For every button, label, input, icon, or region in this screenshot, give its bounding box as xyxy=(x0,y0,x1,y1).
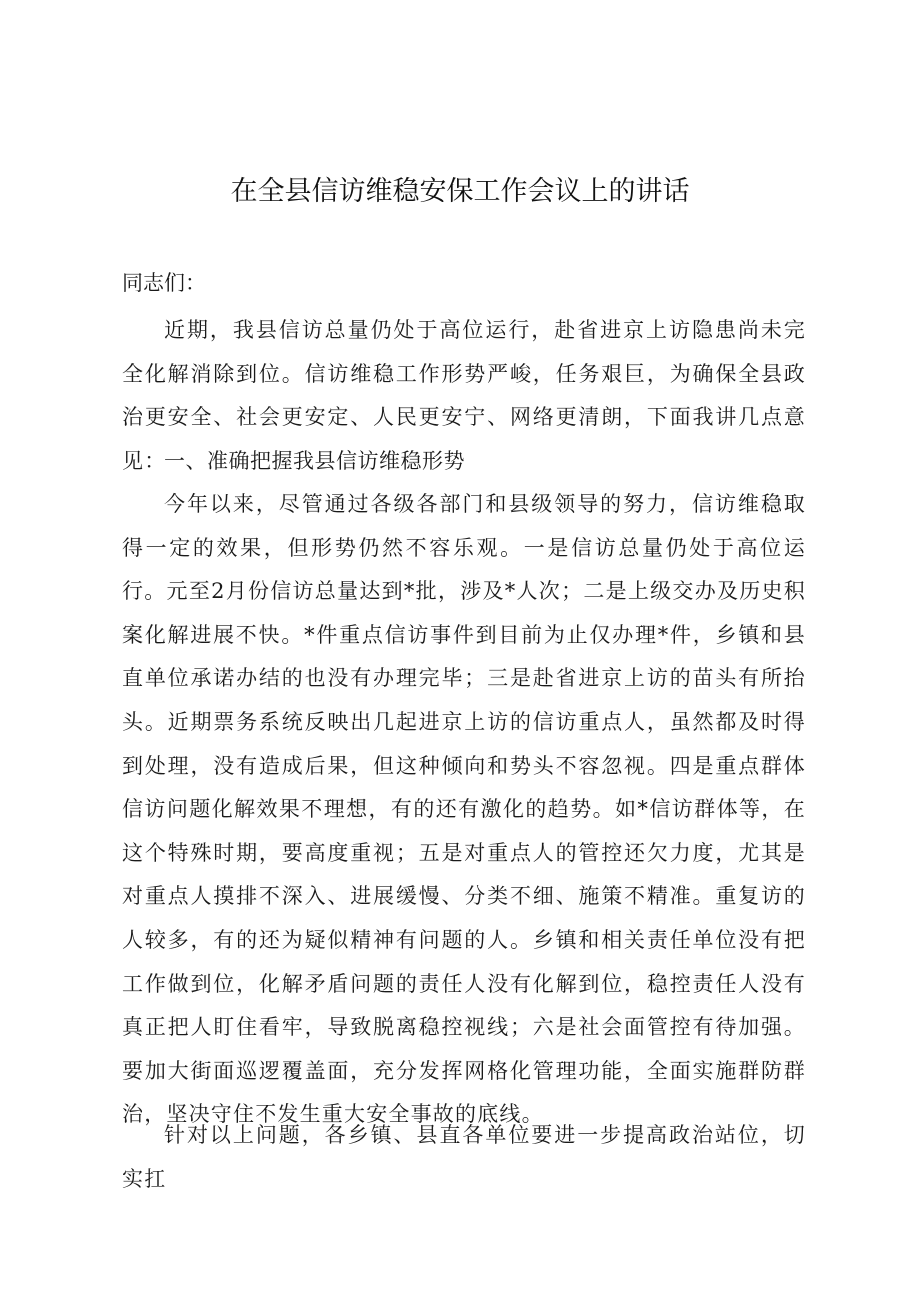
section-body-paragraph: 今年以来，尽管通过各级各部门和县级领导的努力，信访维稳取得一定的效果，但形势仍然不容乐观。一是信访总量仍处于高位运行。元至2月份信访总量达到*批，涉及*人次；二是上级交办及历史积案化解进展不快。*件重点信访事件到目前为止仅办理*件，乡镇和县直单位承诺办结的也没有办理完毕；三是赴省进京上访的苗头有所抬头。近期票务系统反映出几起进京上访的信访重点人，虽然都及时得到处理，没有造成后果，但这种倾向和势头不容忽视。四是重点群体信访问题化解效果不理想，有的还有激化的趋势。如*信访群体等，在这个特殊时期，要高度重视；五是对重点人的管控还欠力度，尤其是对重点人摸排不深入、进展缓慢、分类不细、施策不精准。重复访的人较多，有的还为疑似精神有问题的人。乡镇和相关责任单位没有把工作做到位，化解矛盾问题的责任人没有化解到位，稳控责任人没有真正把人盯住看牢，导致脱离稳控视线；六是社会面管控有待加强。要加大街面巡逻覆盖面，充分发挥网格化管理功能，全面实施群防群治，坚决守住不发生重大安全事故的底线。 xyxy=(122,492,806,1127)
document-title: 在全县信访维稳安保工作会议上的讲话 xyxy=(230,176,690,207)
salutation: 同志们： xyxy=(122,271,206,295)
section-heading: 一、准确把握我县信访维稳形势 xyxy=(164,449,465,473)
closing-paragraph: 针对以上问题，各乡镇、县直各单位要进一步提高政治站位，切实扛 xyxy=(122,1123,806,1191)
intro-paragraph: 近期，我县信访总量仍处于高位运行，赴省进京上访隐患尚未完全化解消除到位。信访维稳工作形势严峻，任务艰巨，为确保全县政治更安全、社会更安定、人民更安宁、网络更清朗，下面我讲几点意见： xyxy=(122,318,806,473)
